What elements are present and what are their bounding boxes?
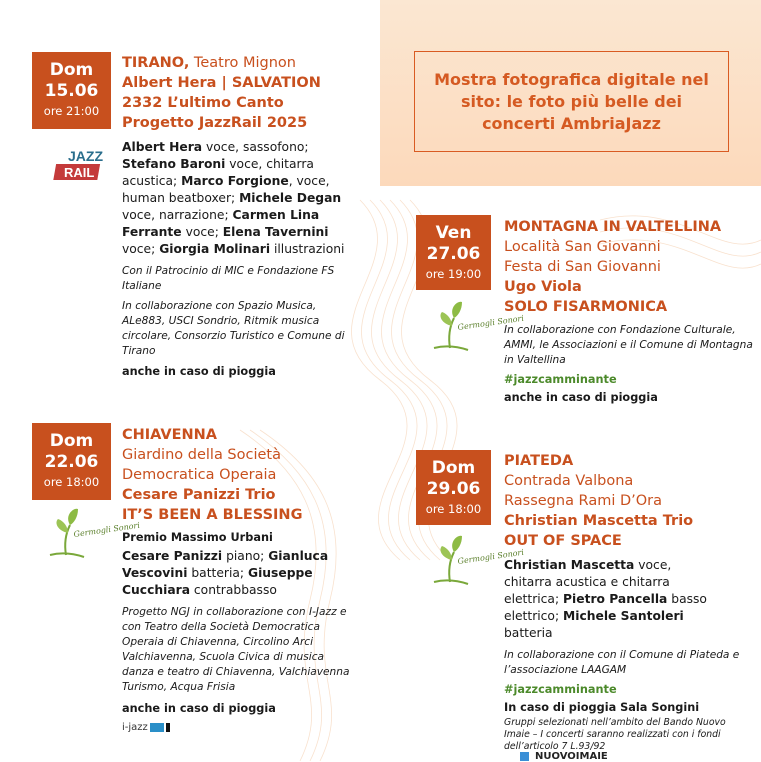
event-title-1: Cesare Panizzi Trio	[122, 487, 276, 503]
date-badge-4	[416, 450, 491, 525]
musician-name: Carmen Lina	[232, 208, 320, 222]
date-time: ore 18:00	[43, 475, 100, 489]
lineup-line	[122, 139, 362, 156]
musician-name: Cucchiara	[122, 583, 190, 597]
event-title-1: Christian Mascetta Trio	[504, 513, 694, 529]
sprout-icon	[428, 298, 525, 356]
event-venue-1: Giardino della Società	[122, 447, 282, 463]
hashtag: #jazzcamminante	[504, 683, 617, 696]
event-3	[504, 217, 754, 405]
imaie-logo-text: NUOVOIMAIE	[535, 751, 608, 762]
role-text: elettrico;	[504, 609, 563, 623]
date-time: ore 19:00	[425, 267, 482, 281]
role-text: illustrazioni	[270, 242, 345, 256]
logo-text-top: JAZZ	[68, 148, 103, 164]
role-text: voce, chitarra	[225, 157, 314, 171]
jazzrail-logo	[54, 142, 110, 188]
musician-name: Cesare Panizzi	[122, 549, 223, 563]
funding-note: Gruppi selezionati nell’ambito del Bando Nuovo Imaie – I concerti saranno realizzati con i fondi dell’articolo 7 L.93/92	[504, 717, 726, 752]
date-number: 27.06	[426, 244, 481, 264]
role-text: , voce,	[288, 174, 330, 188]
ijazz-logo-text: i-jazz	[122, 722, 148, 733]
musician-name: Gianluca	[268, 549, 329, 563]
photo-exhibition-box	[414, 51, 729, 152]
musician-name: Michele Santoleri	[563, 609, 684, 623]
lineup	[504, 557, 754, 642]
sprout-icon	[428, 532, 525, 590]
event-title-1: Albert Hera | SALVATION	[122, 75, 321, 91]
nuovo-imaie-logo	[520, 752, 608, 762]
role-text: human beatboxer;	[122, 191, 240, 205]
germogli-sonori-logo-3	[428, 298, 525, 356]
lineup-line	[504, 557, 754, 574]
event-4	[504, 451, 754, 753]
collaboration-note: In collaborazione con il Comune di Piateda e l’associazione LAAGAM	[504, 649, 740, 676]
event-1	[122, 53, 362, 379]
logo-text: Germogli Sonori	[457, 547, 525, 566]
role-text: voce, narrazione;	[122, 208, 233, 222]
date-day: Dom	[431, 458, 476, 478]
event-location	[122, 53, 362, 73]
event-title-2: 2332 L’ultimo Canto	[122, 95, 284, 111]
musician-name: Giuseppe	[247, 566, 313, 580]
event-venue-2: Festa di San Giovanni	[504, 259, 661, 275]
rain-note: anche in caso di pioggia	[122, 702, 276, 715]
lineup-line	[122, 173, 362, 190]
germogli-sonori-logo-2	[44, 505, 141, 563]
location-venue: Teatro Mignon	[189, 55, 296, 71]
photo-exhibition-text: Mostra fotografica digitale nel sito: le foto più belle dei concerti AmbriaJazz	[434, 69, 709, 133]
event-venue-2: Rassegna Rami D’Ora	[504, 493, 662, 509]
sprout-icon	[44, 505, 141, 563]
event-location: MONTAGNA IN VALTELLINA	[504, 219, 722, 235]
lineup-line	[122, 190, 362, 207]
rain-note: anche in caso di pioggia	[122, 365, 276, 378]
date-number: 15.06	[44, 81, 99, 101]
role-text: basso	[667, 592, 707, 606]
event-location: PIATEDA	[504, 453, 574, 469]
role-text: piano;	[222, 549, 269, 563]
collaboration-note: In collaborazione con Spazio Musica, ALe883, USCI Sondrio, Ritmik musica circolare, Consorzio Turistico e Comune di Tirano	[122, 300, 345, 357]
role-text: batteria	[504, 626, 553, 640]
role-text: voce;	[122, 242, 160, 256]
collaboration-note: In collaborazione con Fondazione Culturale, AMMI, le Associazioni e il Comune di Montagna in Valtellina	[504, 324, 753, 366]
role-text: batteria;	[187, 566, 248, 580]
musician-name: Christian Mascetta	[504, 558, 635, 572]
lineup-line	[122, 565, 352, 582]
event-2	[122, 425, 352, 733]
ijazz-bar-icon	[166, 723, 170, 732]
musician-name: Stefano Baroni	[122, 157, 226, 171]
role-text: voce,	[634, 558, 672, 572]
event-title-2: SOLO FISARMONICA	[504, 299, 668, 315]
germogli-sonori-logo-4	[428, 532, 525, 590]
lineup-line	[122, 156, 362, 173]
patronage-note: Con il Patrocinio di MIC e Fondazione FS Italiane	[122, 265, 335, 292]
event-title-2: IT’S BEEN A BLESSING	[122, 507, 303, 523]
musician-name: Michele Degan	[239, 191, 342, 205]
date-day: Dom	[49, 431, 94, 451]
hashtag: #jazzcamminante	[504, 373, 617, 386]
prize-note: Premio Massimo Urbani	[122, 531, 273, 544]
event-title-2: OUT OF SPACE	[504, 533, 622, 549]
role-text: voce, sassofono;	[202, 140, 309, 154]
collaboration-note: Progetto NGJ in collaborazione con I-Jazz e con Teatro della Società Democratica Operaia di Chiavenna, Circolino Arci Valchiavenna, Scuola Civica di musica danza e teatro di Chiavenna, Valchiavenna Turismo, Acqua Frisia	[122, 606, 350, 693]
logo-text: Germogli Sonori	[457, 313, 525, 332]
event-venue-2: Democratica Operaia	[122, 467, 277, 483]
logo-text: Germogli Sonori	[73, 520, 141, 539]
musician-name: Pietro Pancella	[563, 592, 668, 606]
role-text: contrabbasso	[190, 583, 277, 597]
date-number: 29.06	[426, 479, 481, 499]
event-venue-1: Contrada Valbona	[504, 473, 634, 489]
musician-name: Marco Forgione	[181, 174, 289, 188]
role-text: acustica;	[122, 174, 182, 188]
musician-name: Elena Tavernini	[222, 225, 329, 239]
date-badge-2	[32, 423, 111, 500]
ijazz-mark-icon	[150, 723, 164, 732]
date-number: 22.06	[44, 452, 99, 472]
date-time: ore 21:00	[43, 104, 100, 118]
musician-name: Albert Hera	[122, 140, 203, 154]
event-title-3: Progetto JazzRail 2025	[122, 115, 308, 131]
imaie-mark-icon	[520, 752, 529, 761]
musician-name: Vescovini	[122, 566, 188, 580]
ijazz-logo	[122, 722, 352, 733]
lineup-line	[504, 625, 754, 642]
lineup	[122, 139, 362, 258]
lineup-line	[504, 574, 754, 591]
lineup-line	[504, 608, 754, 625]
lineup-line	[122, 224, 362, 241]
date-badge-1	[32, 52, 111, 129]
rain-note: In caso di pioggia Sala Songini	[504, 701, 700, 714]
musician-name: Giorgia Molinari	[159, 242, 271, 256]
musician-name: Ferrante	[122, 225, 182, 239]
event-location: CHIAVENNA	[122, 427, 218, 443]
role-text: voce;	[181, 225, 223, 239]
logo-text-bottom: RAIL	[64, 165, 95, 180]
lineup-line	[122, 207, 362, 224]
lineup-line	[122, 582, 352, 599]
event-title-1: Ugo Viola	[504, 279, 582, 295]
date-day: Dom	[49, 60, 94, 80]
jazzrail-logo-graphic	[54, 142, 110, 188]
date-badge-3	[416, 215, 491, 290]
event-venue-1: Località San Giovanni	[504, 239, 661, 255]
date-time: ore 18:00	[425, 502, 482, 516]
rain-note: anche in caso di pioggia	[504, 391, 658, 404]
lineup	[122, 548, 352, 599]
role-text: elettrica;	[504, 592, 564, 606]
role-text: chitarra acustica e chitarra	[504, 575, 670, 589]
lineup-line	[122, 241, 362, 258]
lineup-line	[122, 548, 352, 565]
lineup-line	[504, 591, 754, 608]
location-city: TIRANO,	[122, 55, 190, 71]
date-day: Ven	[435, 223, 472, 243]
